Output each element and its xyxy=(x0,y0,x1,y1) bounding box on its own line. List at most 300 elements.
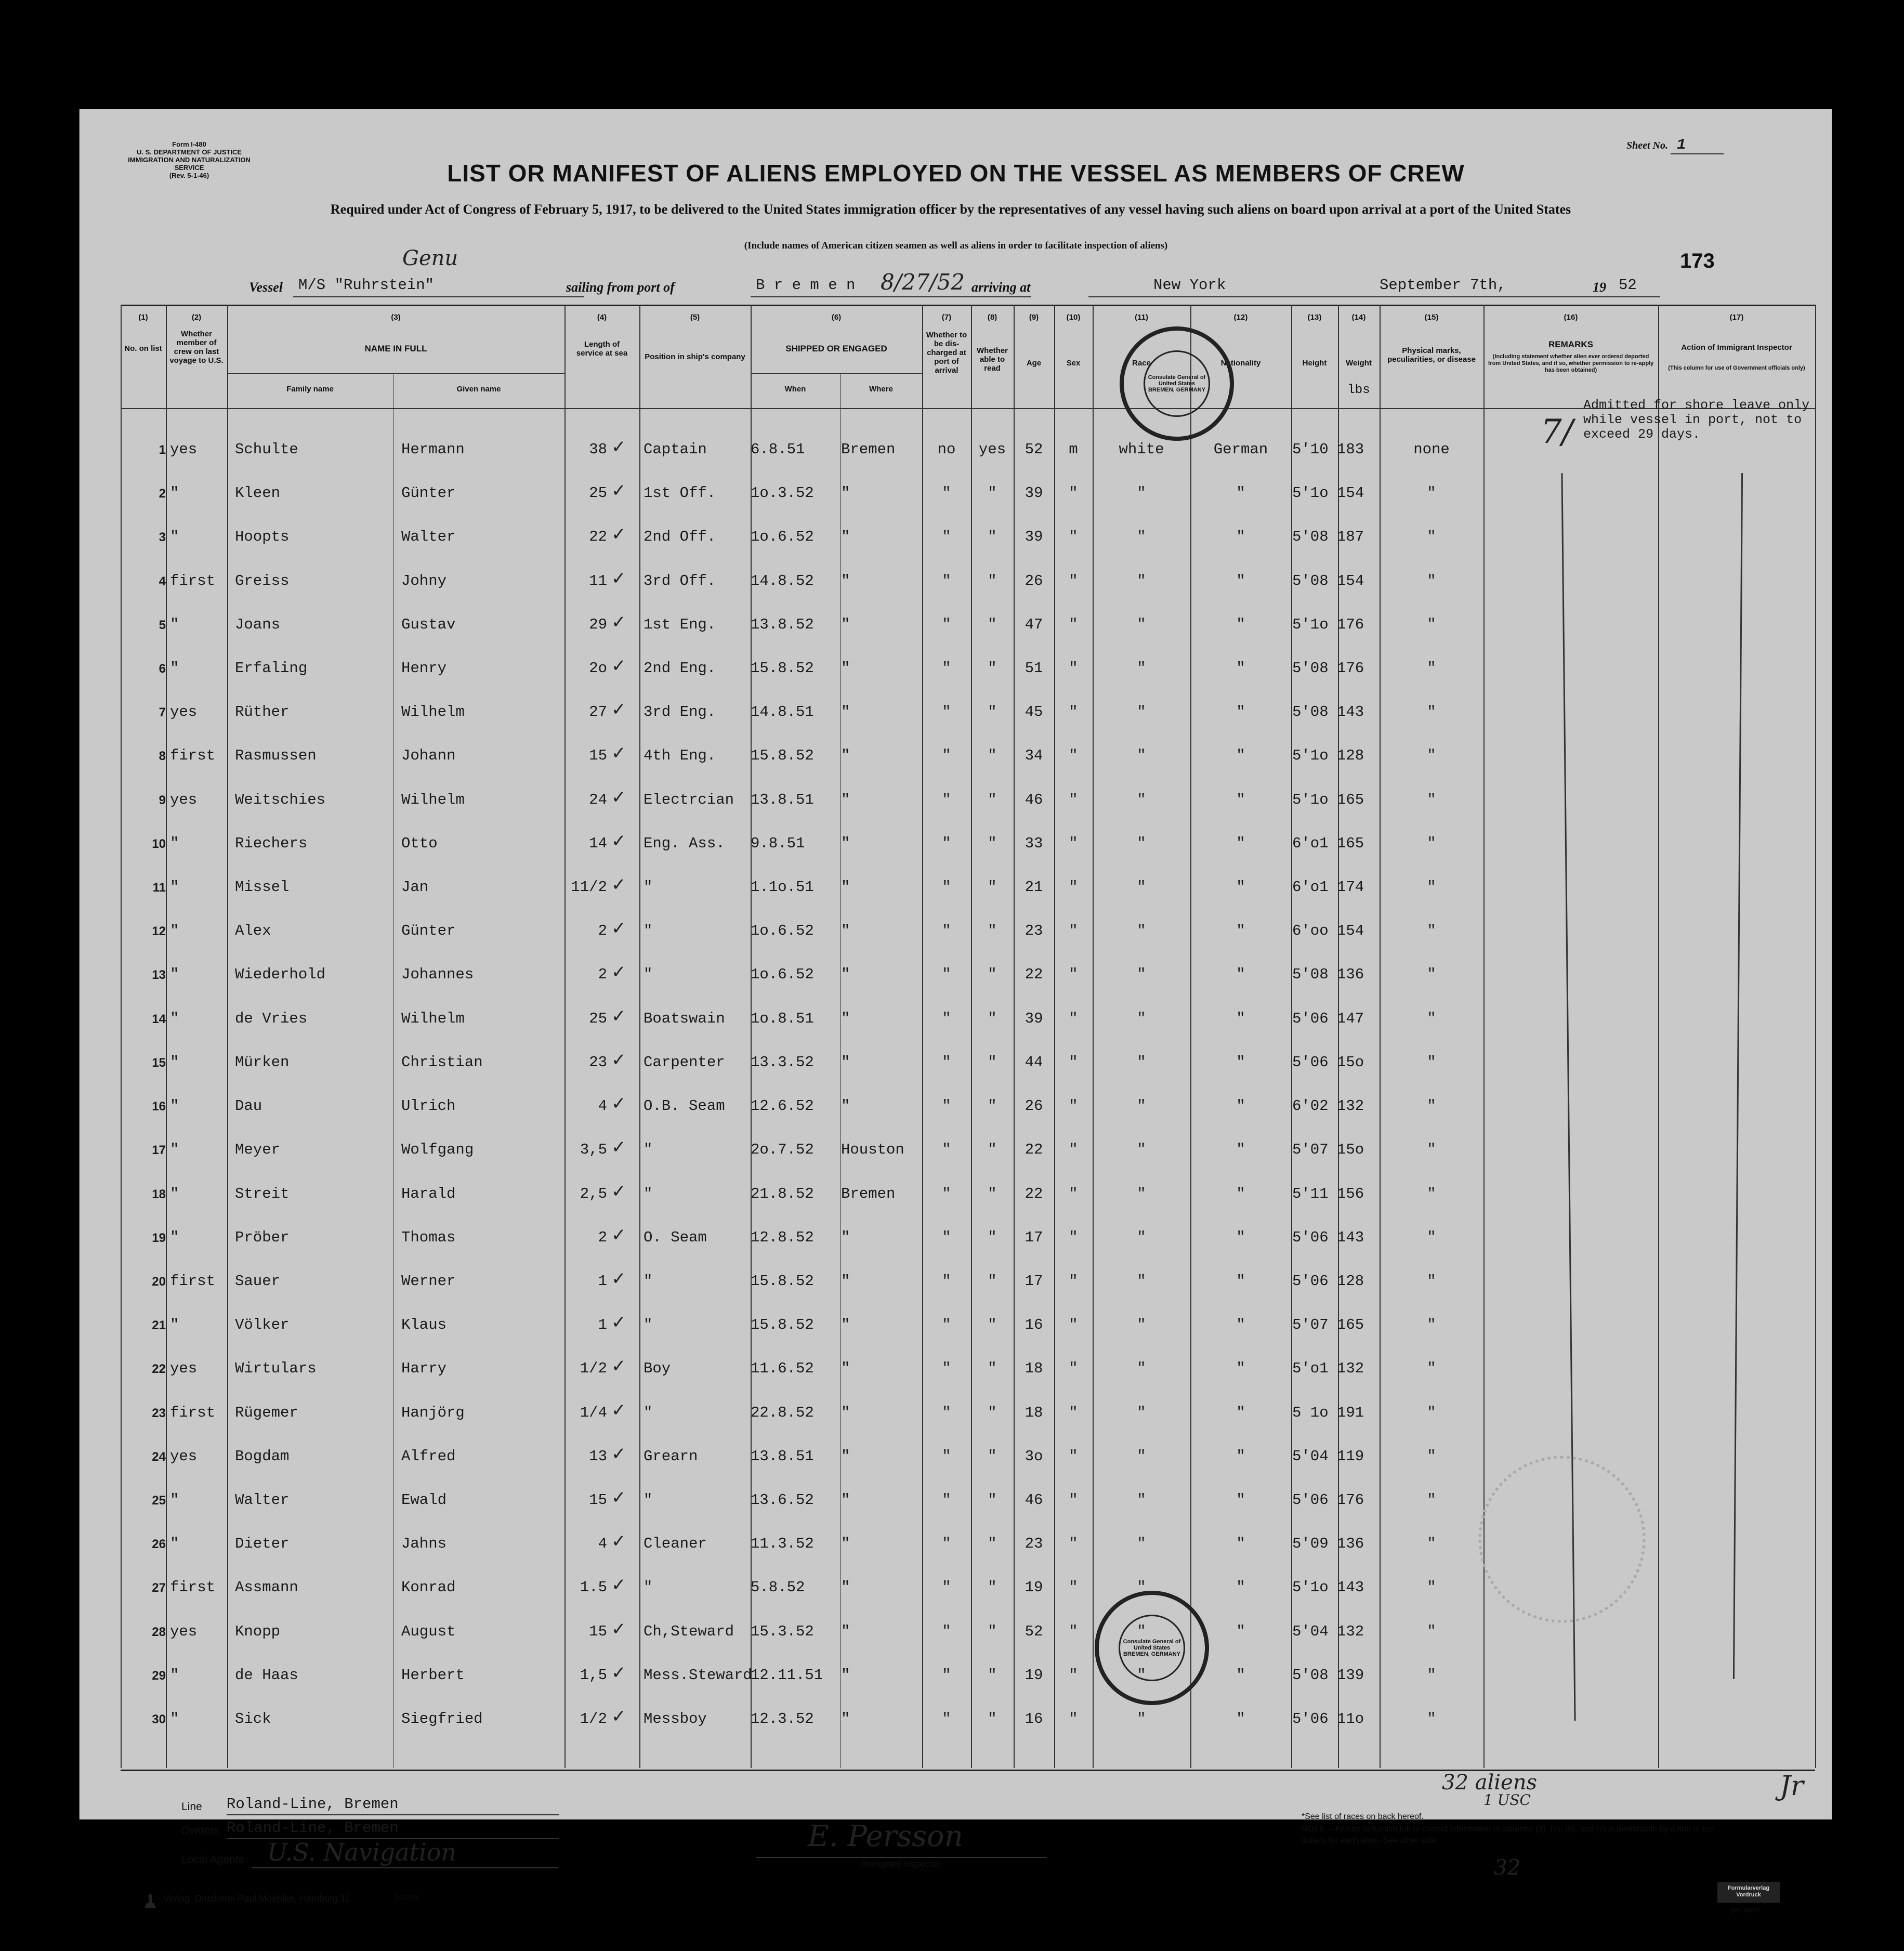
arrival-date: September 7th, xyxy=(1380,277,1506,294)
cell-no: 10 xyxy=(152,837,166,851)
cell-sex: " xyxy=(1069,747,1078,764)
cell-nat: " xyxy=(1236,616,1245,633)
cell-no: 17 xyxy=(152,1143,166,1157)
cell-age: 52 xyxy=(1025,441,1043,458)
cell-marks: " xyxy=(1427,703,1436,721)
cell-family: Missel xyxy=(235,879,290,896)
table-row xyxy=(121,699,1815,724)
cell-family: Pröber xyxy=(235,1229,290,1246)
cell-weight: 165 xyxy=(1337,791,1364,808)
cell-sex: " xyxy=(1069,572,1078,590)
table-row xyxy=(121,831,1815,856)
cell-marks: " xyxy=(1427,1273,1436,1290)
cell-disch: " xyxy=(942,1141,951,1158)
cell-service: 2,5 xyxy=(580,1185,607,1202)
cell-marks: " xyxy=(1427,660,1436,677)
cell-age: 45 xyxy=(1025,703,1043,721)
cell-sex: " xyxy=(1069,1448,1078,1465)
cell-no: 25 xyxy=(152,1494,166,1508)
cell-sex: " xyxy=(1069,791,1078,808)
cell-read: " xyxy=(988,966,997,983)
cell-position: " xyxy=(644,1273,653,1290)
cell-weight: 132 xyxy=(1337,1360,1364,1377)
cell-where: " xyxy=(841,1710,850,1727)
cell-height: 5'1o xyxy=(1292,616,1329,633)
cell-family: Dau xyxy=(235,1097,262,1115)
cell-last: first xyxy=(170,572,216,590)
stamp-bottom-bottom: BREMEN, GERMANY xyxy=(1123,1651,1180,1657)
cell-family: Streit xyxy=(235,1185,290,1202)
header-remarks: REMARKS xyxy=(1548,339,1593,349)
cell-weight: 154 xyxy=(1337,572,1364,590)
check-mark-icon: ✓ xyxy=(611,524,626,545)
cell-where: " xyxy=(841,747,850,764)
race-note: *See list of races on back hereof. xyxy=(1302,1812,1424,1821)
cell-height: 5'04 xyxy=(1292,1623,1329,1640)
check-mark-icon: ✓ xyxy=(611,1356,626,1377)
cell-age: 47 xyxy=(1025,616,1043,633)
cell-last: yes xyxy=(170,1623,198,1640)
header-last-voyage: Whether member of crew on last voyage to U.S. xyxy=(169,330,224,365)
cell-when: 13.8.51 xyxy=(751,1448,814,1465)
table-row xyxy=(121,568,1815,593)
cell-when: 11.6.52 xyxy=(751,1360,814,1377)
faded-embossed-seal xyxy=(1478,1456,1646,1623)
cell-sex: " xyxy=(1069,1316,1078,1333)
cell-age: 17 xyxy=(1025,1229,1043,1246)
cell-read: " xyxy=(988,747,997,764)
check-mark-icon: ✓ xyxy=(611,437,626,457)
col-num-13: (13) xyxy=(1307,313,1322,322)
remarks-typed: Admitted for shore leave only while vessel in port, not to exceed 29 days. xyxy=(1583,398,1810,442)
cell-given: Walter xyxy=(401,528,456,545)
cell-read: " xyxy=(988,1535,997,1552)
cell-height: 5'09 xyxy=(1292,1535,1329,1552)
cell-service: 4 xyxy=(598,1097,607,1115)
cell-given: Siegfried xyxy=(401,1710,483,1727)
cell-race: " xyxy=(1137,747,1146,764)
cell-nat: " xyxy=(1236,1010,1245,1027)
cell-given: Harald xyxy=(401,1185,456,1202)
cell-disch: " xyxy=(942,1667,951,1684)
cell-family: Sick xyxy=(235,1710,271,1727)
cell-given: Jan xyxy=(401,879,429,896)
cell-weight: 174 xyxy=(1337,879,1364,896)
cell-when: 21.8.52 xyxy=(751,1185,814,1202)
cell-last: first xyxy=(170,1404,216,1421)
cell-family: Kleen xyxy=(235,485,281,502)
header-given-name: Given name xyxy=(456,385,501,394)
cell-family: Meyer xyxy=(235,1141,281,1158)
cell-age: 18 xyxy=(1025,1360,1043,1377)
cell-disch: " xyxy=(942,1360,951,1377)
cell-position: Captain xyxy=(644,441,707,458)
cell-when: 1o.8.51 xyxy=(751,1010,814,1027)
table-row xyxy=(121,1312,1815,1337)
cell-disch: " xyxy=(942,1491,951,1509)
cell-service: 23 xyxy=(589,1054,607,1071)
cell-nat: " xyxy=(1236,1185,1245,1202)
cell-sex: " xyxy=(1069,660,1078,677)
year-prefix: 19 xyxy=(1593,280,1606,295)
cell-last: " xyxy=(170,1054,179,1071)
cell-position: " xyxy=(644,879,653,896)
cell-when: 1o.6.52 xyxy=(751,922,814,939)
agents-handwritten: U.S. Navigation xyxy=(267,1838,457,1866)
cell-age: 16 xyxy=(1025,1710,1043,1727)
check-mark-icon: ✓ xyxy=(611,1706,626,1727)
cell-race: " xyxy=(1137,835,1146,852)
cell-nat: " xyxy=(1236,1054,1245,1071)
cell-race: " xyxy=(1137,616,1146,633)
table-row xyxy=(121,1356,1815,1381)
cell-no: 27 xyxy=(152,1581,166,1595)
cell-read: " xyxy=(988,1491,997,1509)
brand-badge: Formularverlag Vordruck xyxy=(1717,1882,1780,1903)
cell-read: " xyxy=(988,1054,997,1071)
cell-height: 5'08 xyxy=(1292,572,1329,590)
cell-no: 24 xyxy=(152,1450,166,1464)
cell-last: " xyxy=(170,1185,179,1202)
cell-service: 11 xyxy=(589,572,607,590)
cell-family: Mürken xyxy=(235,1054,290,1071)
cell-marks: " xyxy=(1427,1141,1436,1158)
cell-height: 5'06 xyxy=(1292,1710,1329,1727)
cell-no: 28 xyxy=(152,1625,166,1639)
cell-marks: " xyxy=(1427,1185,1436,1202)
cell-family: Sauer xyxy=(235,1273,281,1290)
cell-read: " xyxy=(988,1404,997,1421)
cell-when: 9.8.51 xyxy=(751,835,805,852)
cell-no: 20 xyxy=(152,1275,166,1289)
cell-where: Bremen xyxy=(841,441,896,458)
cell-position: 3rd Eng. xyxy=(644,703,716,721)
cell-where: " xyxy=(841,1535,850,1552)
cell-given: Alfred xyxy=(401,1448,456,1465)
cell-where: " xyxy=(841,879,850,896)
cell-family: Alex xyxy=(235,922,271,939)
cell-when: 14.8.51 xyxy=(751,703,814,721)
cell-where: " xyxy=(841,1054,850,1071)
cell-weight: 165 xyxy=(1337,1316,1364,1333)
cell-nat: " xyxy=(1236,966,1245,983)
cell-sex: " xyxy=(1069,703,1078,721)
sail-date-handwritten: 8/27/52 xyxy=(881,269,965,295)
cell-family: Joans xyxy=(235,616,281,633)
check-mark-icon: ✓ xyxy=(611,656,626,676)
cell-when: 15.8.52 xyxy=(751,1316,814,1333)
cell-weight: 119 xyxy=(1337,1448,1364,1465)
cell-last: " xyxy=(170,616,179,633)
cell-when: 15.8.52 xyxy=(751,747,814,764)
aliens-sub-handwritten: 1 USC xyxy=(1483,1791,1531,1809)
cell-when: 13.8.51 xyxy=(751,791,814,808)
cell-age: 26 xyxy=(1025,1097,1043,1115)
cell-service: 38 xyxy=(589,441,607,458)
cell-position: O.B. Seam xyxy=(644,1097,725,1115)
cell-weight: 187 xyxy=(1337,528,1364,545)
cell-age: 22 xyxy=(1025,1141,1043,1158)
cell-marks: " xyxy=(1427,572,1436,590)
cell-no: 11 xyxy=(152,881,166,895)
header-weight: Weight xyxy=(1346,359,1372,368)
cell-where: " xyxy=(841,485,850,502)
cell-last: " xyxy=(170,1097,179,1115)
cell-no: 26 xyxy=(152,1537,166,1551)
cell-family: Riechers xyxy=(235,835,308,852)
sheet-no xyxy=(1626,136,1724,154)
cell-given: Günter xyxy=(401,922,456,939)
cell-nat: " xyxy=(1236,1316,1245,1333)
cell-height: 5'06 xyxy=(1292,1010,1329,1027)
cell-where: " xyxy=(841,1010,850,1027)
cell-height: 5'10 xyxy=(1292,441,1329,458)
cell-marks: " xyxy=(1427,1623,1436,1640)
cell-marks: none xyxy=(1413,441,1450,458)
cell-height: 5 1o xyxy=(1292,1404,1329,1421)
cell-sex: m xyxy=(1069,441,1078,458)
cell-given: August xyxy=(401,1623,456,1640)
table-row xyxy=(121,1268,1815,1293)
cell-marks: " xyxy=(1427,966,1436,983)
cell-given: Johannes xyxy=(401,966,474,983)
check-mark-icon: ✓ xyxy=(611,874,626,895)
cell-service: 13 xyxy=(589,1448,607,1465)
header-remarks-note: (Including statement whether alien ever ordered deported from United States, and if so, whether permission to re-apply has been obtained) xyxy=(1488,353,1654,373)
header-position: Position in ship's company xyxy=(645,352,745,361)
cell-marks: " xyxy=(1427,1360,1436,1377)
cell-disch: " xyxy=(942,1054,951,1071)
cell-position: " xyxy=(644,1579,653,1596)
cell-position: 4th Eng. xyxy=(644,747,716,764)
cell-weight: 176 xyxy=(1337,1491,1364,1509)
cell-family: Greiss xyxy=(235,572,290,590)
cell-nat: " xyxy=(1236,791,1245,808)
cell-given: Ewald xyxy=(401,1491,447,1509)
cell-age: 17 xyxy=(1025,1273,1043,1290)
cell-marks: " xyxy=(1427,1010,1436,1027)
cell-disch: " xyxy=(942,1535,951,1552)
cell-height: 5'06 xyxy=(1292,1229,1329,1246)
cell-where: Bremen xyxy=(841,1185,896,1202)
cell-service: 25 xyxy=(589,485,607,502)
cell-family: Schulte xyxy=(235,441,298,458)
table-row xyxy=(121,1662,1815,1687)
cell-service: 1/2 xyxy=(580,1710,607,1727)
cell-height: 5'1o xyxy=(1292,747,1329,764)
cell-disch: " xyxy=(942,616,951,633)
cell-where: " xyxy=(841,835,850,852)
cell-given: Herbert xyxy=(401,1667,465,1684)
header-when: When xyxy=(784,385,806,394)
cell-age: 39 xyxy=(1025,485,1043,502)
cell-disch: " xyxy=(942,1579,951,1596)
cell-height: 5'1o xyxy=(1292,485,1329,502)
check-mark-icon: ✓ xyxy=(611,1225,626,1246)
printer-code: 24727/4 xyxy=(395,1893,419,1901)
cell-family: de Vries xyxy=(235,1010,308,1027)
cell-where: " xyxy=(841,528,850,545)
cell-nat: " xyxy=(1236,660,1245,677)
check-mark-icon: ✓ xyxy=(611,1006,626,1027)
cell-disch: " xyxy=(942,966,951,983)
cell-where: " xyxy=(841,1273,850,1290)
cell-marks: " xyxy=(1427,791,1436,808)
cell-nat: German xyxy=(1213,441,1268,458)
cell-last: " xyxy=(170,879,179,896)
cell-last: yes xyxy=(170,1360,198,1377)
cell-family: Rügemer xyxy=(235,1404,298,1421)
table-row xyxy=(121,1050,1815,1075)
cell-position: Grearn xyxy=(644,1448,698,1465)
cell-race: " xyxy=(1137,1535,1146,1552)
cell-service: 22 xyxy=(589,528,607,545)
cell-race: " xyxy=(1137,1010,1146,1027)
cell-when: 14.8.52 xyxy=(751,572,814,590)
cell-where: " xyxy=(841,1448,850,1465)
cell-read: " xyxy=(988,1360,997,1377)
cell-where: " xyxy=(841,922,850,939)
cell-race: " xyxy=(1137,1316,1146,1333)
header-height: Height xyxy=(1302,359,1327,368)
stamp-bottom-text: Consulate General of United States xyxy=(1123,1638,1181,1651)
cell-age: 34 xyxy=(1025,747,1043,764)
cell-race: " xyxy=(1137,1623,1146,1640)
cell-age: 39 xyxy=(1025,528,1043,545)
header-sex: Sex xyxy=(1066,359,1081,368)
cell-given: Wilhelm xyxy=(401,1010,465,1027)
cell-last: first xyxy=(170,1579,216,1596)
cell-last: first xyxy=(170,747,216,764)
cell-last: yes xyxy=(170,703,198,721)
cell-when: 13.8.52 xyxy=(751,616,814,633)
cell-no: 18 xyxy=(152,1187,166,1201)
cell-service: 1 xyxy=(598,1273,607,1290)
cell-family: Walter xyxy=(235,1491,290,1509)
table-row xyxy=(121,1093,1815,1118)
cell-last: " xyxy=(170,660,179,677)
cell-height: 5'08 xyxy=(1292,660,1329,677)
cell-last: " xyxy=(170,1491,179,1509)
cell-age: 22 xyxy=(1025,966,1043,983)
cell-read: " xyxy=(988,1579,997,1596)
port-to: New York xyxy=(1153,277,1226,294)
cell-service: 15 xyxy=(589,747,607,764)
cell-given: Ulrich xyxy=(401,1097,456,1115)
page-subtitle: Required under Act of Congress of February 5, 1917, to be delivered to the United States immigration officer by the representatives of any vessel having such aliens on board upon arrival at a port of the United States xyxy=(330,202,1571,217)
cell-sex: " xyxy=(1069,616,1078,633)
cell-no: 6 xyxy=(159,662,166,676)
cell-read: " xyxy=(988,616,997,633)
cell-family: Rüther xyxy=(235,703,290,721)
cell-sex: " xyxy=(1069,1579,1078,1596)
cell-sex: " xyxy=(1069,1491,1078,1509)
printer-logo-icon xyxy=(142,1891,158,1909)
cell-no: 12 xyxy=(152,924,166,938)
cell-given: Konrad xyxy=(401,1579,456,1596)
cell-height: 5'06 xyxy=(1292,1054,1329,1071)
cell-race: " xyxy=(1137,1448,1146,1465)
cell-read: " xyxy=(988,1667,997,1684)
cell-position: O. Seam xyxy=(644,1229,707,1246)
cell-given: Hanjörg xyxy=(401,1404,465,1421)
cell-sex: " xyxy=(1069,1404,1078,1421)
table-row xyxy=(121,524,1815,549)
cell-last: " xyxy=(170,1667,179,1684)
col-num-16: (16) xyxy=(1564,313,1578,322)
cell-last: " xyxy=(170,1010,179,1027)
cell-where: " xyxy=(841,1316,850,1333)
cell-service: 11/2 xyxy=(571,879,607,896)
col-num-2: (2) xyxy=(191,313,202,322)
cell-no: 9 xyxy=(159,793,166,807)
cell-race: " xyxy=(1137,1054,1146,1071)
page-title: LIST OR MANIFEST OF ALIENS EMPLOYED ON THE VESSEL AS MEMBERS OF CREW xyxy=(447,160,1465,187)
cell-when: 12.6.52 xyxy=(751,1097,814,1115)
table-row xyxy=(121,612,1815,637)
cell-family: Wirtulars xyxy=(235,1360,317,1377)
cell-read: " xyxy=(988,835,997,852)
cell-weight: 11o xyxy=(1337,1710,1364,1727)
cell-read: " xyxy=(988,791,997,808)
cell-service: 1/2 xyxy=(580,1360,607,1377)
cell-when: 1o.6.52 xyxy=(751,966,814,983)
cell-race: " xyxy=(1137,703,1146,721)
cell-marks: " xyxy=(1427,835,1436,852)
cell-where: " xyxy=(841,1623,850,1640)
cell-when: 12.8.52 xyxy=(751,1229,814,1246)
cell-age: 51 xyxy=(1025,660,1043,677)
cell-nat: " xyxy=(1236,1229,1245,1246)
cell-service: 2o xyxy=(589,660,607,677)
cell-nat: " xyxy=(1236,1448,1245,1465)
cell-marks: " xyxy=(1427,1316,1436,1333)
cell-height: 5'07 xyxy=(1292,1141,1329,1158)
check-mark-icon: ✓ xyxy=(611,787,626,808)
cell-sex: " xyxy=(1069,1360,1078,1377)
cell-given: Otto xyxy=(401,835,438,852)
cell-nat: " xyxy=(1236,1141,1245,1158)
total-handwritten: 32 xyxy=(1494,1856,1520,1880)
cell-sex: " xyxy=(1069,879,1078,896)
check-mark-icon: ✓ xyxy=(611,743,626,764)
remarks-handwritten: 7/ xyxy=(1541,413,1573,451)
cell-race: " xyxy=(1137,966,1146,983)
check-mark-icon: ✓ xyxy=(611,1662,626,1683)
cell-family: Dieter xyxy=(235,1535,290,1552)
cell-weight: 191 xyxy=(1337,1404,1364,1421)
cell-position: Carpenter xyxy=(644,1054,725,1071)
include-note: (Include names of American citizen seamen as well as aliens in order to facilitate inspection of aliens) xyxy=(744,240,1168,251)
cell-disch: " xyxy=(942,1710,951,1727)
cell-where: " xyxy=(841,791,850,808)
cell-weight: 136 xyxy=(1337,966,1364,983)
cell-disch: " xyxy=(942,879,951,896)
consulate-stamp-bottom xyxy=(1095,1591,1209,1705)
vessel-name: M/S "Ruhrstein" xyxy=(298,277,435,294)
cell-disch: " xyxy=(942,1185,951,1202)
cell-height: 5'1o xyxy=(1292,791,1329,808)
cell-position: " xyxy=(644,1316,653,1333)
service-name: IMMIGRATION AND NATURALIZATION SERVICE xyxy=(128,156,251,172)
col-num-7: (7) xyxy=(941,313,952,322)
cell-read: " xyxy=(988,879,997,896)
cell-weight: 143 xyxy=(1337,1579,1364,1596)
cell-marks: " xyxy=(1427,1710,1436,1727)
cell-service: 1 xyxy=(598,1316,607,1333)
cell-sex: " xyxy=(1069,1667,1078,1684)
cell-last: yes xyxy=(170,791,198,808)
